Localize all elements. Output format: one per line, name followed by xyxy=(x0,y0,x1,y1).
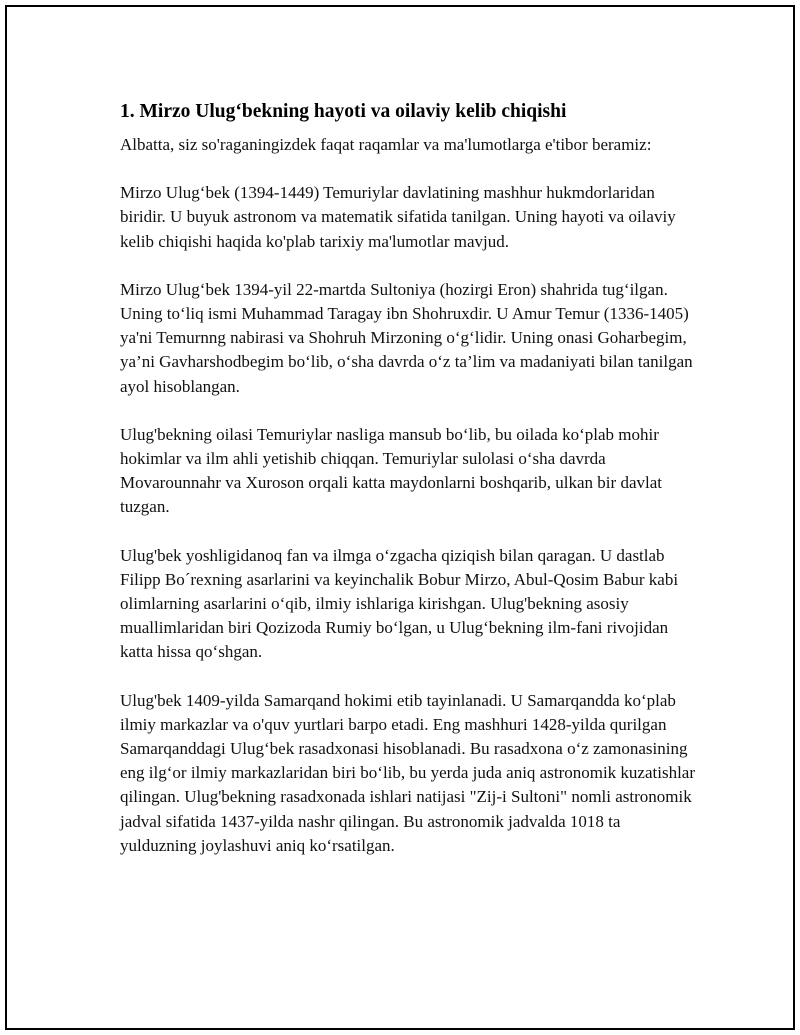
paragraph-intro: Albatta, siz so'raganingizdek faqat raqamlar va ma'lumotlarga e'tibor beramiz: xyxy=(120,135,652,154)
paragraph-education: Ulug'bek yoshligidanoq fan va ilmga o‘zgacha qiziqish bilan qaragan. U dastlab Filipp Bo´rexning asarlarini va keyinchalik Bobur Mirzo, Abul-Qosim Babur kabi olimlarning asarlarini o‘qib, ilmiy ishlariga kirishgan. Ulug'bekning asosiy muallimlaridan biri Qozizoda Rumiy bo‘lgan, u Ulug‘bekning ilm-fani rivojidan katta hissa qo‘shgan. xyxy=(120,545,679,662)
document-content xyxy=(120,99,695,882)
paragraph-overview: Mirzo Ulug‘bek (1394-1449) Temuriylar davlatining mashhur hukmdorlaridan biridir. U buyuk astronom va matematik sifatida tanilgan. Uning hayoti va oilaviy kelib chiqishi haqida ko'plab tarixiy ma'lumotlar mavjud. xyxy=(120,183,676,251)
section-heading: 1. Mirzo Ulug‘bekning hayoti va oilaviy kelib chiqishi xyxy=(120,101,567,122)
paragraph-observatory: Ulug'bek 1409-yilda Samarqand hokimi etib tayinlanadi. U Samarqandda ko‘plab ilmiy markazlar va o'quv yurtlari barpo etadi. Eng mashhuri 1428-yilda qurilgan Samarqanddagi Ulug‘bek rasadxonasi hisoblanadi. Bu rasadxona o‘z zamonasining eng ilg‘or ilmiy markazlaridan biri bo‘lib, bu yerda juda aniq astronomik kuzatishlar qilingan. Ulug'bekning rasadxonada ishlari natijasi "Zij-i Sultoni" nomli astronomik jadval sifatida 1437-yilda nashr qilingan. Bu astronomik jadvalda 1018 ta yulduzning joylashuvi aniq ko‘rsatilgan. xyxy=(120,690,696,855)
paragraph-birth: Mirzo Ulug‘bek 1394-yil 22-martda Sultoniya (hozirgi Eron) shahrida tug‘ilgan. Uning to‘liq ismi Muhammad Taragay ibn Shohruxdir. U Amur Temur (1336-1405) ya'ni Temurnng nabirasi va Shohruh Mirzoning o‘g‘lidir. Uning onasi Goharbegim, ya’ni Gavharshodbegim bo‘lib, o‘sha davrda o‘z ta’lim va madaniyati bilan tanilgan ayol hisoblangan. xyxy=(120,279,693,396)
document-page xyxy=(5,5,795,1030)
paragraph-family: Ulug'bekning oilasi Temuriylar nasliga mansub bo‘lib, bu oilada ko‘plab mohir hokimlar va ilm ahli yetishib chiqqan. Temuriylar sulolasi o‘sha davrda Movarounnahr va Xuroson orqali katta maydonlarni boshqarib, ulkan bir davlat tuzgan. xyxy=(120,424,662,517)
